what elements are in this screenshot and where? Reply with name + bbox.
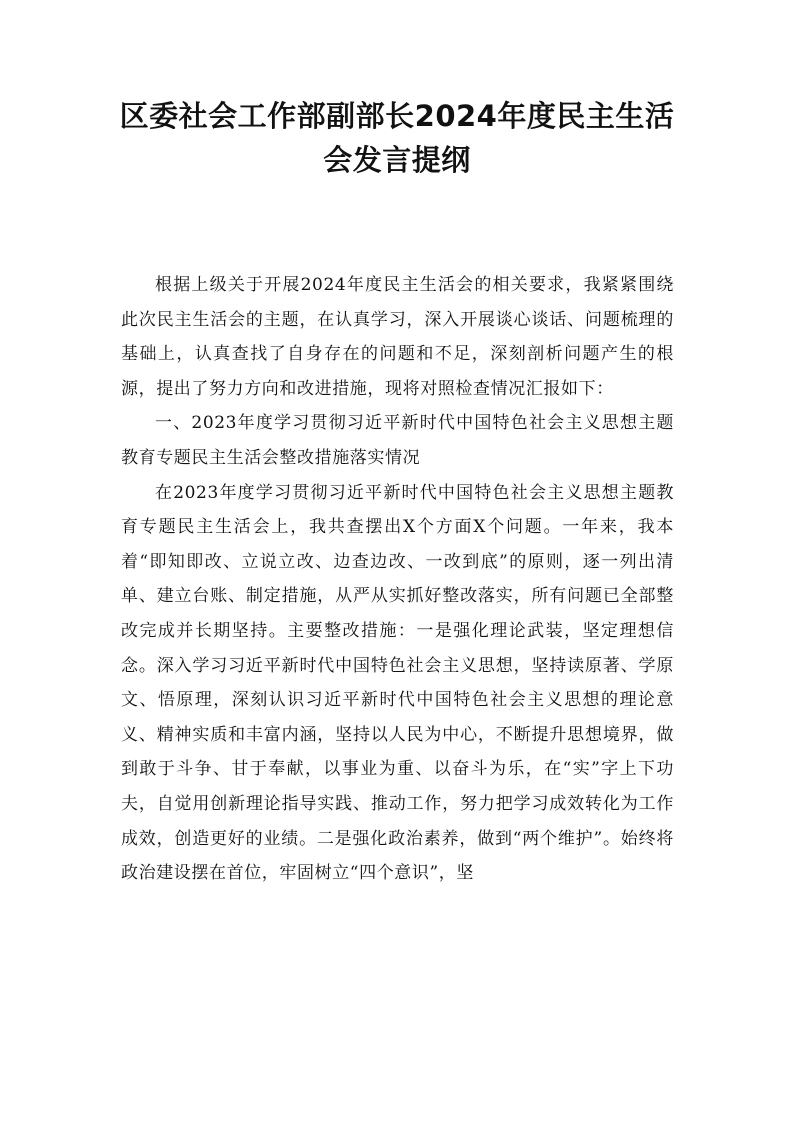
section-heading-1: 一、2023年度学习贯彻习近平新时代中国特色社会主义思想主题教育专题民主生活会整改措施落实情况 (121, 413, 674, 468)
document-body (121, 268, 674, 891)
paragraph-intro: 根据上级关于开展2024年度民主生活会的相关要求，我紧紧围绕此次民主生活会的主题，在认真学习，深入开展谈心谈话、问题梳理的基础上，认真查找了自身存在的问题和不足，深刻剖析问题产生的根源，提出了努力方向和改进措施，现将对照检查情况汇报如下： (121, 275, 674, 399)
paragraph-section-1: 在2023年度学习贯彻习近平新时代中国特色社会主义思想主题教育专题民主生活会上，我共查摆出X个方面X个问题。一年来，我本着“即知即改、立说立改、边查边改、一改到底”的原则，逐一列出清单、建立台账、制定措施，从严从实抓好整改落实，所有问题已全部整改完成并长期坚持。主要整改措施：一是强化理论武装，坚定理想信念。深入学习习近平新时代中国特色社会主义思想，坚持读原著、学原文、悟原理，深刻认识习近平新时代中国特色社会主义思想的理论意义、精神实质和丰富内涵，坚持以人民为中心，不断提升思想境界，做到敢于斗争、甘于奉献，以事业为重、以奋斗为乐，在“实”字上下功夫，自觉用创新理论指导实践、推动工作，努力把学习成效转化为工作成效，创造更好的业绩。二是强化政治素养，做到“两个维护”。始终将政治建设摆在首位，牢固树立“四个意识”，坚 (121, 482, 674, 884)
document-title: 区委社会工作部副部长2024年度民主生活会发言提纲 (119, 99, 675, 177)
